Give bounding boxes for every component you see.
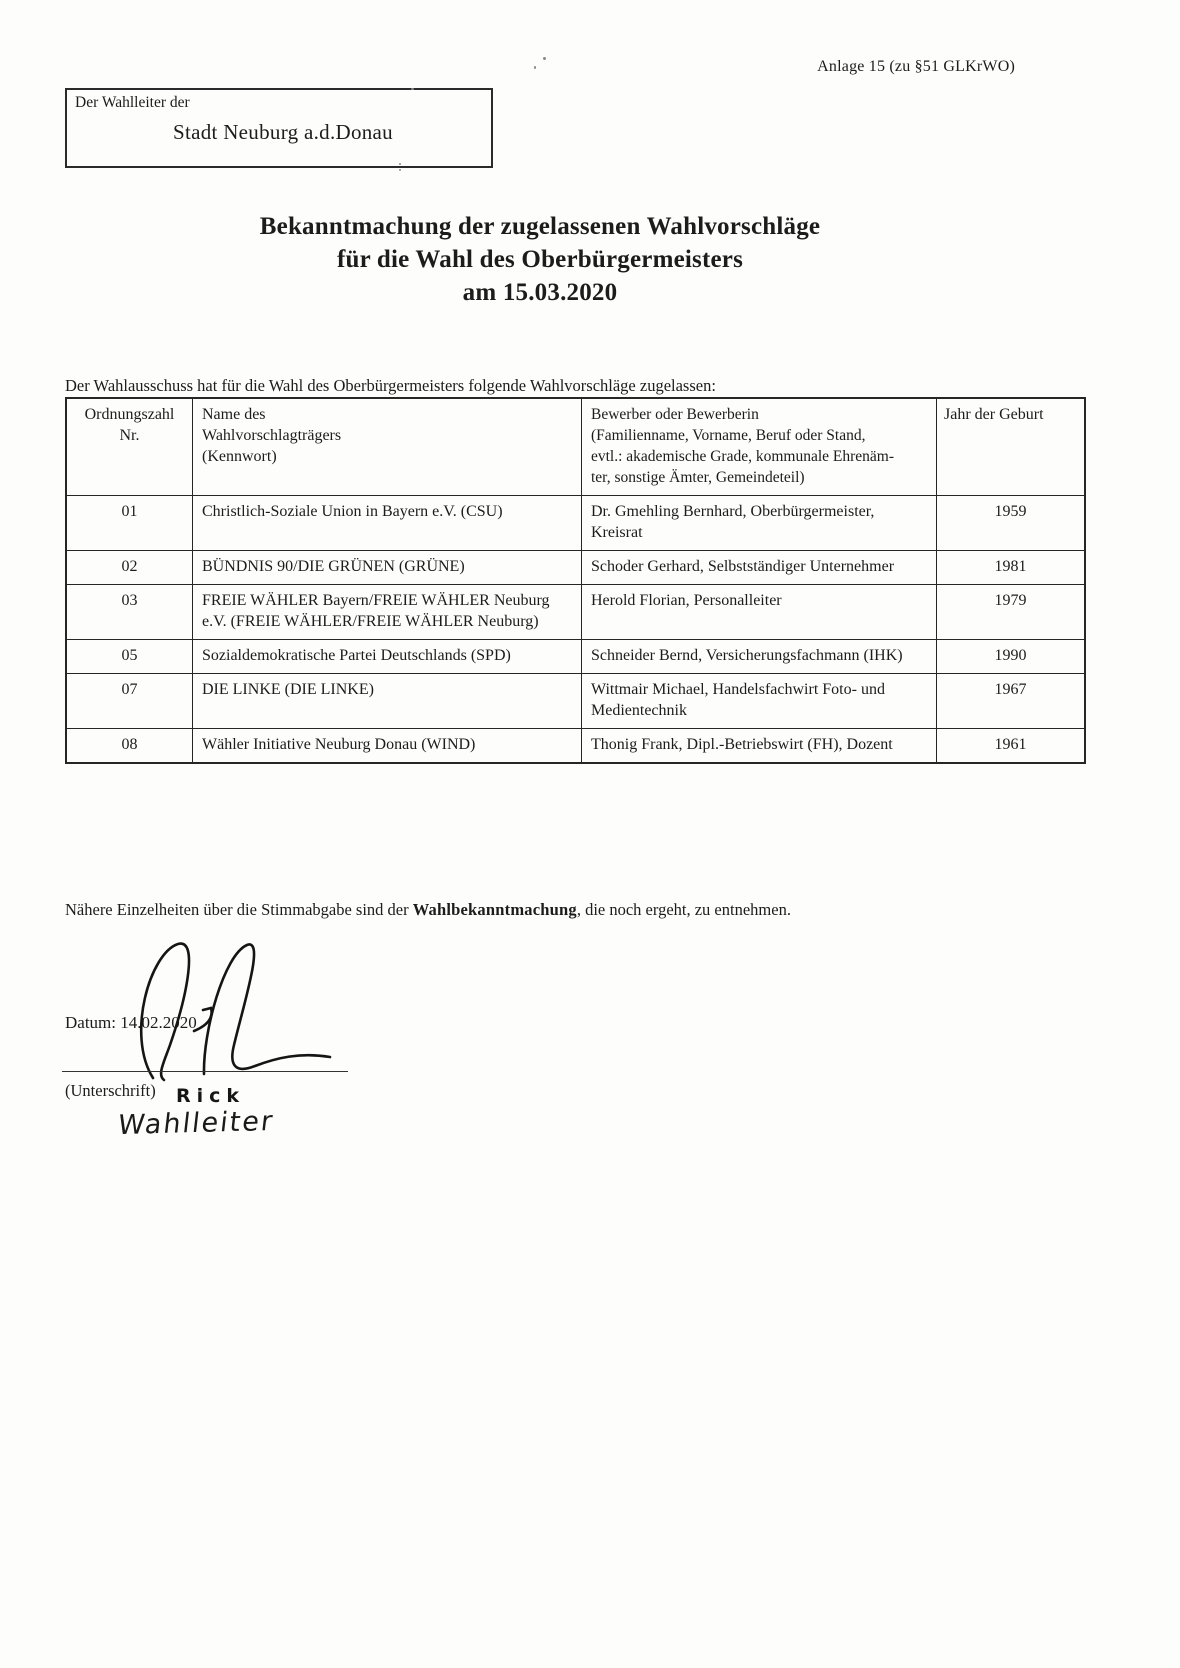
cell-bewerber: Schoder Gerhard, Selbstständiger Unternehmer	[582, 551, 937, 585]
header-bewerber-line2: (Familienname, Vorname, Beruf oder Stand,	[591, 427, 866, 444]
signature-line	[62, 1071, 348, 1072]
title-line-1: Bekanntmachung der zugelassenen Wahlvorschläge	[259, 213, 821, 240]
header-bewerber-line4: ter, sonstige Ämter, Gemeindeteil)	[591, 469, 805, 486]
header-bewerber-line3: evtl.: akademische Grade, kommunale Ehrenäm-	[591, 448, 894, 465]
cell-traeger: Wähler Initiative Neuburg Donau (WIND)	[193, 729, 582, 764]
scan-speck	[399, 169, 401, 171]
note-post: , die noch ergeht, zu entnehmen.	[576, 900, 791, 919]
header-name-traeger	[193, 398, 582, 496]
cell-jahr: 1959	[937, 496, 1086, 551]
cell-bewerber: Wittmair Michael, Handelsfachwirt Foto- und Medientechnik	[582, 674, 937, 729]
cell-jahr: 1979	[937, 585, 1086, 640]
table-row	[66, 585, 1085, 640]
table-row	[66, 496, 1085, 551]
header-name-line3: (Kennwort)	[202, 448, 277, 465]
handwritten-role: Wahlleiter	[116, 1105, 276, 1142]
cell-nr: 07	[66, 674, 193, 729]
cell-nr: 02	[66, 551, 193, 585]
note-pre: Nähere Einzelheiten über die Stimmabgabe sind der	[65, 900, 413, 919]
scan-speck	[534, 66, 536, 69]
header-name-line2: Wahlvorschlagträgers	[202, 427, 342, 444]
header-jahr: Jahr der Geburt	[937, 398, 1086, 496]
header-bewerber-line1: Bewerber oder Bewerberin	[591, 406, 759, 423]
intro-paragraph: Der Wahlausschuss hat für die Wahl des Oberbürgermeisters folgende Wahlvorschläge zugelassen:	[65, 376, 716, 395]
note-bold: Wahlbekanntmachung	[412, 900, 577, 919]
header-bewerber	[582, 398, 937, 496]
cell-bewerber: Herold Florian, Personalleiter	[582, 585, 937, 640]
cell-jahr: 1990	[937, 640, 1086, 674]
sender-box	[65, 88, 493, 168]
table-row	[66, 729, 1085, 764]
signature-label: (Unterschrift)	[65, 1081, 156, 1100]
title-line-3: am 15.03.2020	[462, 279, 618, 306]
table-row	[66, 674, 1085, 729]
cell-nr: 03	[66, 585, 193, 640]
cell-traeger: BÜNDNIS 90/DIE GRÜNEN (GRÜNE)	[193, 551, 582, 585]
cell-nr: 05	[66, 640, 193, 674]
title-line-2: für die Wahl des Oberbürgermeisters	[336, 246, 744, 273]
cell-jahr: 1967	[937, 674, 1086, 729]
cell-nr: 01	[66, 496, 193, 551]
candidates-table	[65, 397, 1086, 764]
header-name-line1: Name des	[202, 406, 266, 423]
cell-bewerber: Schneider Bernd, Versicherungsfachmann (IHK)	[582, 640, 937, 674]
table-header-row	[66, 398, 1085, 496]
document-title	[65, 210, 1015, 309]
scan-speck	[411, 88, 414, 90]
header-ordnungszahl	[66, 398, 193, 496]
cell-bewerber: Thonig Frank, Dipl.-Betriebswirt (FH), Dozent	[582, 729, 937, 764]
scan-speck	[399, 163, 401, 165]
note-paragraph	[65, 900, 985, 920]
date-line: Datum: 14.02.2020	[65, 1013, 197, 1032]
scan-speck	[543, 57, 546, 60]
name-stamp: Rick	[176, 1085, 246, 1107]
cell-bewerber: Dr. Gmehling Bernhard, Oberbürgermeister, Kreisrat	[582, 496, 937, 551]
header-ordnungszahl-line1: Ordnungszahl	[84, 406, 175, 423]
cell-traeger: FREIE WÄHLER Bayern/FREIE WÄHLER Neuburg e.V. (FREIE WÄHLER/FREIE WÄHLER Neuburg)	[193, 585, 582, 640]
cell-jahr: 1981	[937, 551, 1086, 585]
table-row	[66, 551, 1085, 585]
cell-nr: 08	[66, 729, 193, 764]
header-ordnungszahl-line2: Nr.	[119, 427, 140, 444]
signature-scribble	[108, 935, 343, 1083]
cell-traeger: Christlich-Soziale Union in Bayern e.V. (CSU)	[193, 496, 582, 551]
sender-city: Stadt Neuburg a.d.Donau	[173, 120, 393, 144]
cell-traeger: DIE LINKE (DIE LINKE)	[193, 674, 582, 729]
cell-traeger: Sozialdemokratische Partei Deutschlands (SPD)	[193, 640, 582, 674]
annotation-top-right: Anlage 15 (zu §51 GLKrWO)	[817, 58, 1015, 75]
cell-jahr: 1961	[937, 729, 1086, 764]
table-row	[66, 640, 1085, 674]
sender-role: Der Wahlleiter der	[75, 94, 190, 111]
